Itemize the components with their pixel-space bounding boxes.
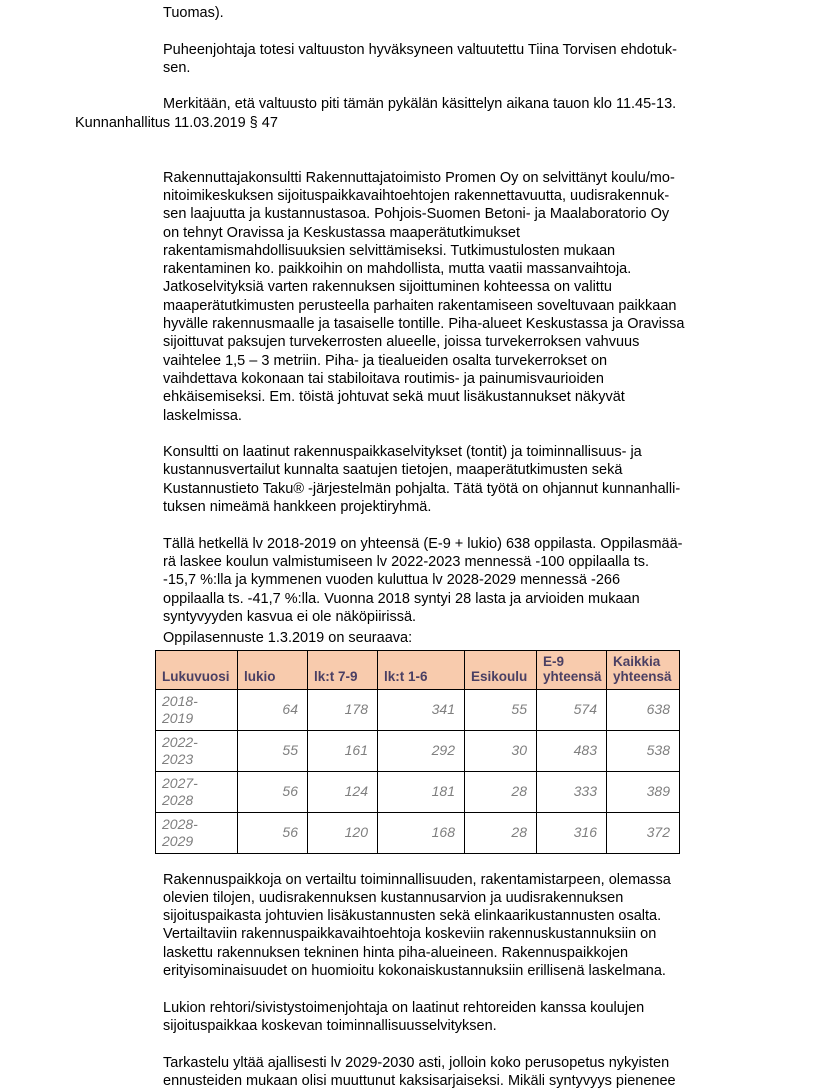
text-line: Jatkoselvityksiä varten rakennuksen sijoittuminen kohteessa on valittu [163, 279, 612, 296]
text-line: Rakennuttajakonsultti Rakennuttajatoimisto Promen Oy on selvittänyt koulu/mo- [163, 169, 675, 186]
text-line: rä laskee koulun valmistumiseen lv 2022-2023 mennessä -100 oppilaalla ts. [163, 553, 650, 570]
text-line: oppilaalla ts. -41,7 %:lla. Vuonna 2018 syntyi 28 lasta ja arvioiden mukaan [163, 590, 640, 607]
column-header-kaikkia-yhteensa: Kaikkia yhteensä [607, 651, 680, 689]
text-line: laskelmissa. [163, 407, 242, 424]
cell-value: 178 [308, 689, 378, 730]
text-line: sijoittuvat paksujen turvekerrosten alueelle, joissa turvekerroksen vahvuus [163, 334, 640, 351]
column-header-lukio: lukio [238, 651, 308, 689]
cell-value: 389 [607, 771, 680, 812]
cell-value: 292 [378, 730, 465, 771]
student-forecast-table [155, 650, 680, 853]
text-line: nitoimikeskuksen sijoituspaikkavaihtoehtojen rakennettavuutta, uudisrakennuk- [163, 187, 670, 204]
cell-value: 55 [465, 689, 537, 730]
text-line: Merkitään, etä valtuusto piti tämän pykälän käsittelyn aikana tauon klo 11.45-13. [163, 96, 677, 113]
paragraph-merkitaan [163, 95, 776, 113]
paragraph-rakennuspaikkoja [163, 871, 776, 981]
cell-value: 483 [537, 730, 607, 771]
text-line: erityisominaisuudet on huomioitu kokonaiskustannuksiin erillisenä laskelmana. [163, 963, 666, 980]
cell-value: 28 [465, 771, 537, 812]
text-line: vaihtelee 1,5 – 3 metriin. Piha- ja tiealueiden osalta turvekerrokset on [163, 352, 608, 369]
cell-value: 341 [378, 689, 465, 730]
cell-value: 161 [308, 730, 378, 771]
cell-value: 168 [378, 812, 465, 853]
paragraph-konsultti [163, 443, 776, 516]
cell-value: 55 [238, 730, 308, 771]
cell-value: 316 [537, 812, 607, 853]
cell-year: 2028-2029 [156, 812, 238, 853]
text-line: ennusteiden mukaan olisi muuttunut kaksisarjaiseksi. Mikäli syntyvyys pienenee [163, 1072, 676, 1089]
column-header-esikoulu: Esikoulu [465, 651, 537, 689]
text-line: ehkäisemiseksi. Em. töistä johtuvat sekä muut lisäkustannukset näkyvät [163, 389, 625, 406]
text-line: Konsultti on laatinut rakennuspaikkaselvitykset (tontit) ja toiminnallisuus- ja [163, 444, 642, 461]
text-line: Tarkastelu yltää ajallisesti lv 2029-2030 asti, jolloin koko perusopetus nykyisten [163, 1054, 670, 1071]
column-header-e9-yhteensa: E-9 yhteensä [537, 651, 607, 689]
section-heading-kunnanhallitus: Kunnanhallitus 11.03.2019 § 47 [75, 114, 278, 131]
text-line: Rakennuspaikkoja on vertailtu toiminnallisuuden, rakentamistarpeen, olemassa [163, 871, 671, 888]
cell-value: 28 [465, 812, 537, 853]
text-line: kustannusvertailut kunnalta saatujen tietojen, maaperätutkimusten sekä [163, 462, 623, 479]
paragraph-tarkastelu [163, 1054, 776, 1090]
text-line: Vertailtaviin rakennuspaikkavaihtoehtoja koskeviin rakennuskustannuksiin on [163, 926, 657, 943]
text-line: sijoituspaikkaa koskevan toiminnallisuusselvityksen. [163, 1017, 497, 1034]
cell-value: 30 [465, 730, 537, 771]
text-line: syntyvyyden kasvua ei ole näköpiirissä. [163, 608, 417, 625]
cell-year: 2027-2028 [156, 771, 238, 812]
cell-value: 333 [537, 771, 607, 812]
table-header-row [156, 651, 680, 689]
text-line: rakentamismahdollisuuksien selvittämiseksi. Tutkimustulosten mukaan [163, 242, 616, 259]
text-line: rakentaminen ko. paikkoihin on mahdollista, mutta vaatii massanvaihtoja. [163, 261, 632, 278]
text-line: olevien tilojen, uudisrakennuksen kustannusarvion ja uudisrakennuksen [163, 889, 624, 906]
text-line: Lukion rehtori/sivistystoimenjohtaja on laatinut rehtoreiden kanssa koulujen [163, 999, 645, 1016]
text-line: Tällä hetkellä lv 2018-2019 on yhteensä (E-9 + lukio) 638 oppilasta. Oppilasmää- [163, 535, 683, 552]
table-caption: Oppilasennuste 1.3.2019 on seuraava: [163, 630, 413, 647]
cell-value: 181 [378, 771, 465, 812]
cell-value: 538 [607, 730, 680, 771]
cell-year: 2018-2019 [156, 689, 238, 730]
text-line: maaperätutkimusten perusteella parhaiten rakentamiseen soveltuvaan paikkaan [163, 297, 677, 314]
intro-fragment: Tuomas). [163, 5, 224, 21]
paragraph-oppilasmaara [163, 535, 776, 626]
column-header-lkt-1-6: lk:t 1-6 [378, 651, 465, 689]
cell-value: 638 [607, 689, 680, 730]
cell-year: 2022-2023 [156, 730, 238, 771]
table-row [156, 812, 680, 853]
cell-value: 64 [238, 689, 308, 730]
text-line: hyvälle rakennusmaalle ja tasaiselle tontille. Piha-alueet Keskustassa ja Oravissa [163, 316, 685, 333]
table-row [156, 771, 680, 812]
text-line: sen laajuutta ja kustannustasoa. Pohjois-Suomen Betoni- ja Maalaboratorio Oy [163, 206, 670, 223]
text-line: Puheenjohtaja totesi valtuuston hyväksyneen valtuutettu Tiina Torvisen ehdotuk- [163, 41, 678, 58]
text-line: sijoituspaikasta johtuvien lisäkustannusten sekä elinkaarikustannusten osalta. [163, 908, 662, 925]
paragraph-puheenjohtaja [163, 41, 776, 78]
text-line: vaihdettava kokonaan tai stabiloitava routimis- ja painumisvaurioiden [163, 370, 604, 387]
table-row [156, 730, 680, 771]
cell-value: 120 [308, 812, 378, 853]
paragraph-lukion-rehtori [163, 999, 776, 1036]
column-header-lkt-7-9: lk:t 7-9 [308, 651, 378, 689]
text-line: Kustannustieto Taku® -järjestelmän pohjalta. Tätä työtä on ohjannut kunnanhalli- [163, 480, 681, 497]
cell-value: 574 [537, 689, 607, 730]
column-header-lukuvuosi: Lukuvuosi [156, 651, 238, 689]
text-line: laskettu rakennuksen tekninen hinta piha-alueineen. Rakennuspaikkojen [163, 944, 629, 961]
cell-value: 56 [238, 771, 308, 812]
text-line: sen. [163, 59, 191, 76]
text-line: tuksen nimeämä hankkeen projektiryhmä. [163, 499, 432, 516]
paragraph-rakennuttajakonsultti [163, 169, 776, 425]
cell-value: 372 [607, 812, 680, 853]
cell-value: 56 [238, 812, 308, 853]
text-line: on tehnyt Oravissa ja Keskustassa maaperätutkimukset [163, 224, 521, 241]
cell-value: 124 [308, 771, 378, 812]
table-row [156, 689, 680, 730]
text-line: -15,7 %:lla ja kymmenen vuoden kuluttua lv 2028-2029 mennessä -266 [163, 572, 621, 589]
